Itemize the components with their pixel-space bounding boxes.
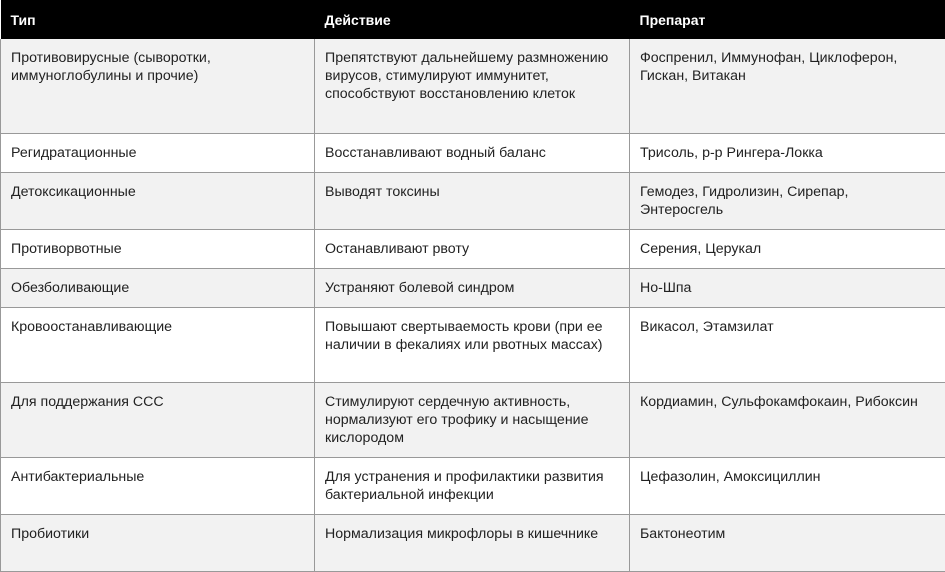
header-drug: Препарат	[630, 0, 945, 39]
cell-action: Стимулируют сердечную активность, нормализуют его трофику и насыщение кислородом	[315, 382, 630, 457]
cell-type: Антибактериальные	[1, 457, 315, 514]
table-row	[1, 457, 945, 514]
cell-action: Нормализация микрофлоры в кишечнике	[315, 514, 630, 571]
table-row	[1, 514, 945, 571]
cell-action: Выводят токсины	[315, 172, 630, 229]
table-row	[1, 268, 945, 307]
cell-type: Обезболивающие	[1, 268, 315, 307]
cell-drug: Гемодез, Гидролизин, Сирепар, Энтеросгель	[630, 172, 945, 229]
cell-drug: Фоспренил, Иммунофан, Циклоферон, Гискан, Витакан	[630, 39, 945, 133]
cell-type: Противорвотные	[1, 229, 315, 268]
cell-action: Восстанавливают водный баланс	[315, 133, 630, 172]
cell-drug: Цефазолин, Амоксициллин	[630, 457, 945, 514]
cell-drug: Трисоль, р-р Рингера-Локка	[630, 133, 945, 172]
cell-action: Препятствуют дальнейшему размножению вирусов, стимулируют иммунитет, способствуют восстановлению клеток	[315, 39, 630, 133]
cell-drug: Викасол, Этамзилат	[630, 307, 945, 382]
cell-action: Для устранения и профилактики развития бактериальной инфекции	[315, 457, 630, 514]
cell-type: Пробиотики	[1, 514, 315, 571]
cell-type: Для поддержания ССС	[1, 382, 315, 457]
table-row	[1, 307, 945, 382]
header-type: Тип	[1, 0, 315, 39]
table-row	[1, 133, 945, 172]
cell-action: Останавливают рвоту	[315, 229, 630, 268]
table-row	[1, 382, 945, 457]
cell-drug: Серения, Церукал	[630, 229, 945, 268]
cell-drug: Кордиамин, Сульфокамфокаин, Рибоксин	[630, 382, 945, 457]
cell-action: Устраняют болевой синдром	[315, 268, 630, 307]
table-row	[1, 172, 945, 229]
table-row	[1, 39, 945, 133]
header-action: Действие	[315, 0, 630, 39]
cell-type: Детоксикационные	[1, 172, 315, 229]
cell-type: Регидратационные	[1, 133, 315, 172]
cell-type: Противовирусные (сыворотки, иммуноглобулины и прочие)	[1, 39, 315, 133]
header-row	[1, 0, 945, 39]
cell-drug: Но-Шпа	[630, 268, 945, 307]
cell-action: Повышают свертываемость крови (при ее наличии в фекалиях или рвотных массах)	[315, 307, 630, 382]
table-row	[1, 229, 945, 268]
cell-type: Кровоостанавливающие	[1, 307, 315, 382]
cell-drug: Бактонеотим	[630, 514, 945, 571]
